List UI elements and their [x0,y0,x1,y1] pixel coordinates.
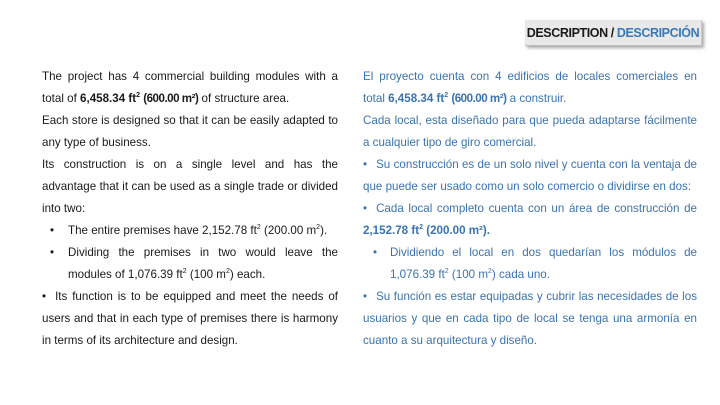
section-title-separator: / [610,25,614,40]
spanish-bullet-construction: • Su construcción es de un solo nivel y cuenta con la ventaja de que puede ser usado como un solo comercio o dividirse en dos: [363,158,697,193]
bullet-icon: • [50,224,55,237]
spanish-description-column [363,66,697,352]
spanish-entire-area: 2,152.78 $ft^2$ (200.00 m²). [363,224,490,237]
bullet-icon: • [42,290,47,303]
english-total-area: 6,458.34 $ft^2$ (600.00 m²) [80,92,199,105]
bullet-icon: • [363,202,368,215]
section-title-english: DESCRIPTION [526,25,608,40]
section-title-spanish: DESCRIPCIÓN [616,25,700,40]
english-paragraph-adaptability: Each store is designed so that it can be easily adapted to any type of business. [42,114,338,149]
spanish-paragraph-adaptability: Cada local, esta diseñado para que pueda adaptarse fácilmente a cualquier tipo de giro comercial. [363,114,697,149]
bullet-icon: • [363,290,368,303]
bullet-icon: • [50,246,55,259]
spanish-bullet-function: • Su función es estar equipadas y cubrir las necesidades de los usuarios y que en cada tipo de local se tenga una armonía en cuanto a su arquitectura y diseño. [363,290,697,347]
spanish-bullet-entire-premises: • Cada local completo cuenta con un área de construcción de 2,152.78 $ft^2$ (200.00 m²). [363,202,697,237]
english-bullet-entire-premises: • The entire premises have 2,152.78 $ft^2$ (200.00 $m^2$). [42,220,338,242]
spanish-paragraph-overview: El proyecto cuenta con 4 edificios de locales comerciales en total 6,458.34 $ft^2$ (600.00 m²) a construir. [363,70,697,105]
section-title-badge [525,20,702,46]
spanish-total-area: 6,458.34 $ft^2$ (600.00 m²) [388,92,507,105]
english-bullet-function: • Its function is to be equipped and meet the needs of users and that in each type of premises there is harmony in terms of its architecture and design. [42,290,338,347]
bullet-icon: • [363,158,368,171]
english-paragraph-overview: The project has 4 commercial building modules with a total of 6,458.34 $ft^2$ (600.00 m²) of structure area. [42,70,338,105]
bullet-icon: • [373,246,378,259]
english-paragraph-construction: Its construction is on a single level and has the advantage that it can be used as a single trade or divided into two: [42,158,338,215]
english-description-column [42,66,338,352]
spanish-bullet-divided-premises: • Dividiendo el local en dos quedarían los módulos de 1,076.39 $ft^2$ (100 $m^2$) cada uno. [363,242,697,286]
english-bullet-divided-premises: • Dividing the premises in two would leave the modules of 1,076.39 $ft^2$ (100 $m^2$) each. [42,242,338,286]
